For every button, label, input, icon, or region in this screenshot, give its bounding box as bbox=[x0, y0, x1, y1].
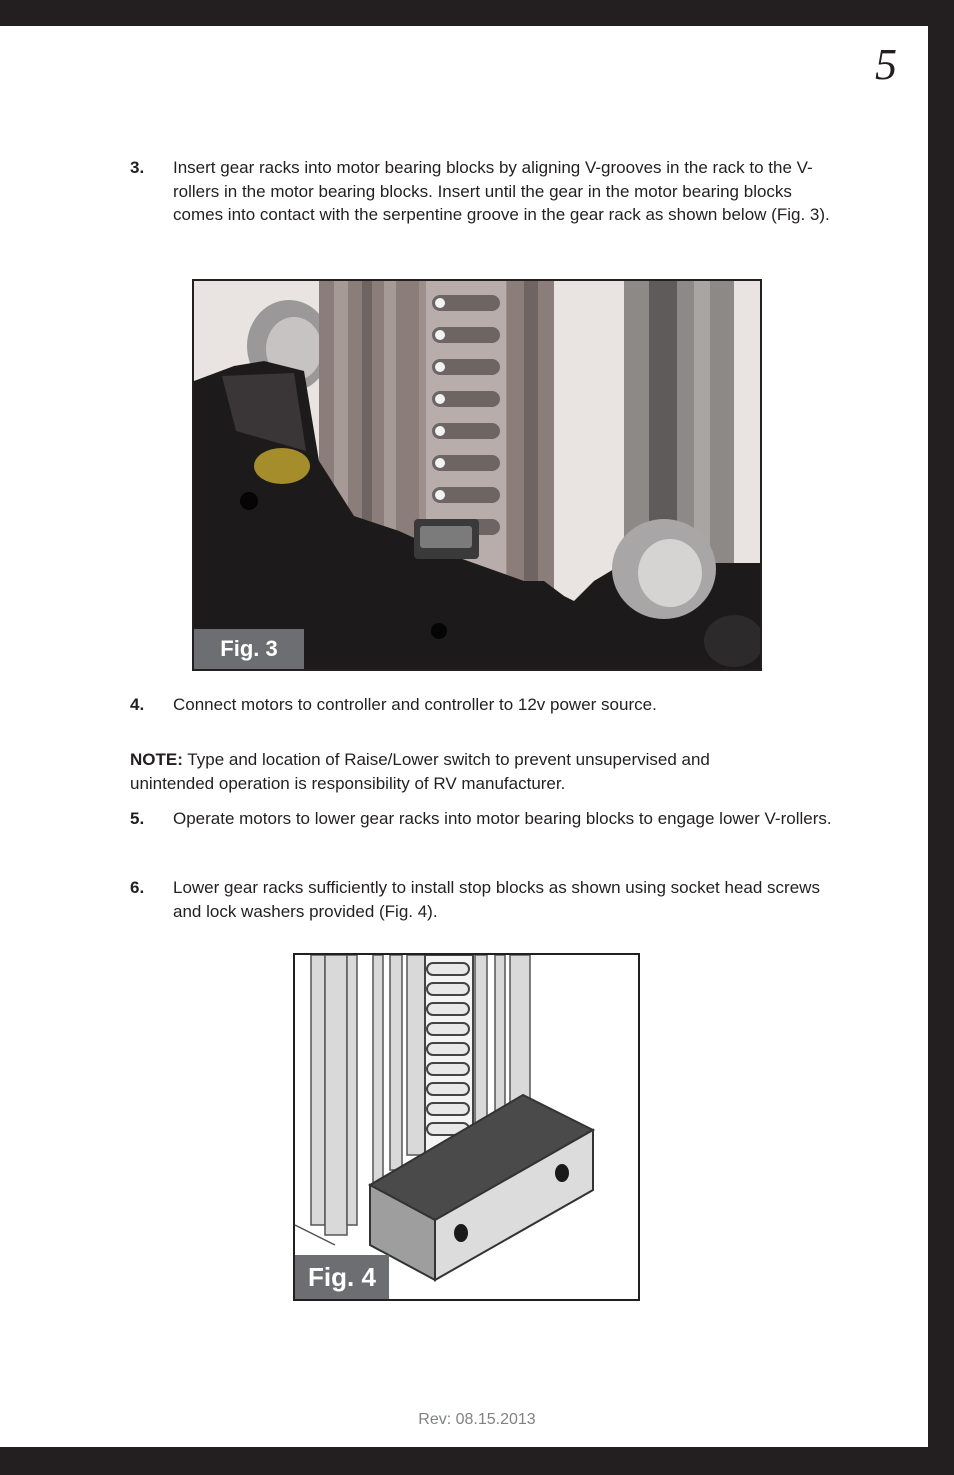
step-text: Connect motors to controller and controller to 12v power source. bbox=[173, 695, 657, 714]
stop-block-illustration bbox=[295, 955, 638, 1299]
note-text: Type and location of Raise/Lower switch to prevent unsupervised and unintended operation is responsibility of RV manufacturer. bbox=[130, 750, 710, 793]
step-text: Insert gear racks into motor bearing blocks by aligning V-grooves in the rack to the V-rollers in the motor bearing blocks. Insert until the gear in the motor bearing blocks comes into contact with the serpentine groove in the gear rack as shown below (Fig. 3). bbox=[173, 158, 830, 224]
step-number: 3. bbox=[130, 158, 145, 177]
revision-footer: Rev: 08.15.2013 bbox=[418, 1411, 536, 1428]
gear-rack-motor-block-illustration bbox=[194, 281, 760, 669]
note-label: NOTE: bbox=[130, 750, 183, 769]
figure-label: Fig. 4 bbox=[295, 1255, 389, 1299]
step-number: 6. bbox=[130, 878, 145, 897]
note-paragraph bbox=[130, 748, 790, 795]
step-text: Operate motors to lower gear racks into motor bearing blocks to engage lower V-rollers. bbox=[173, 809, 832, 828]
figure-3 bbox=[192, 279, 762, 671]
figure-label: Fig. 3 bbox=[194, 629, 304, 669]
step-number: 4. bbox=[130, 695, 145, 714]
figure-4 bbox=[293, 953, 640, 1301]
step-number: 5. bbox=[130, 809, 145, 828]
manual-page bbox=[0, 26, 928, 1447]
step-text: Lower gear racks sufficiently to install stop blocks as shown using socket head screws and lock washers provided (Fig. 4). bbox=[173, 878, 820, 921]
page-number: 5 bbox=[875, 40, 897, 89]
